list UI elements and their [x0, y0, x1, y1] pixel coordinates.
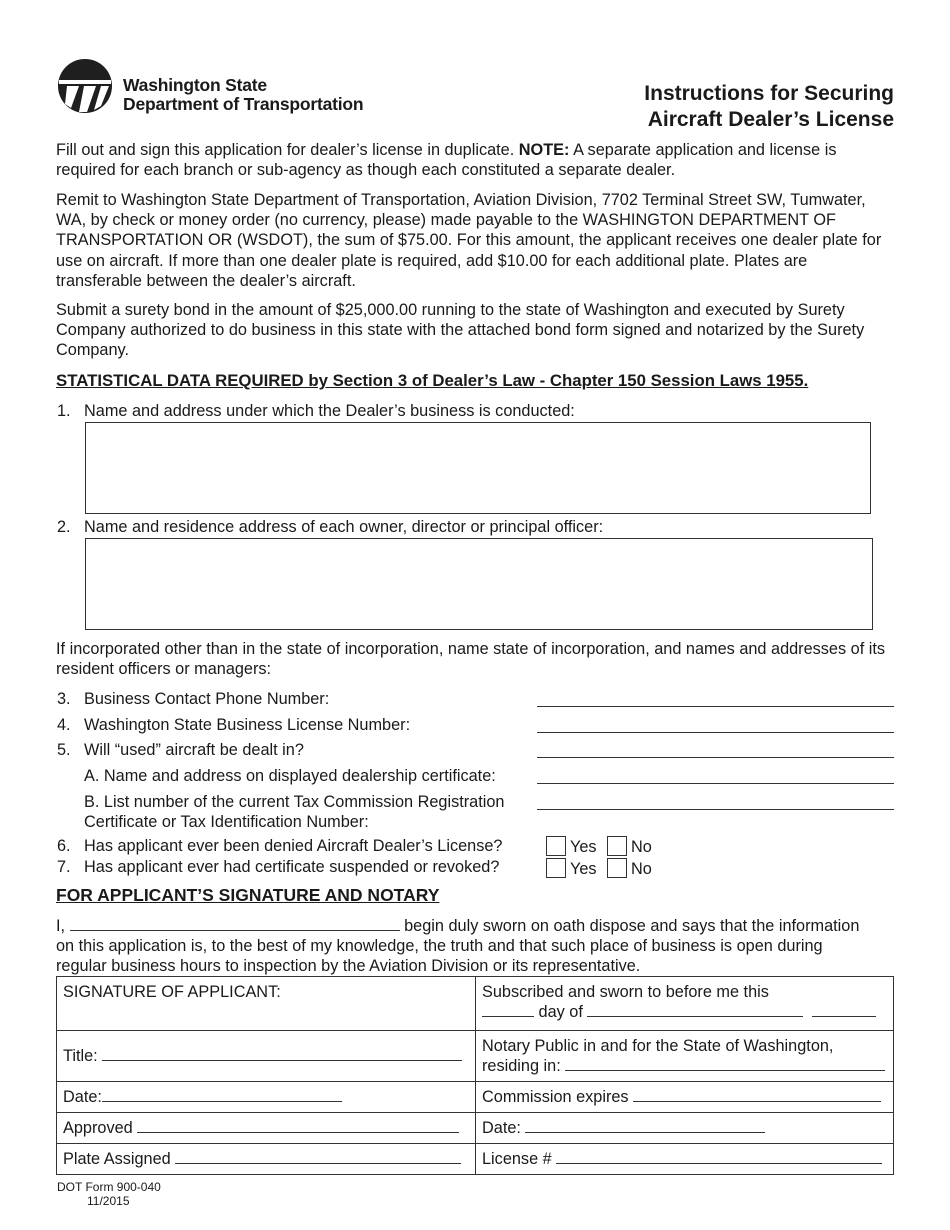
q2-input-box[interactable]	[85, 538, 873, 630]
q6-no-option[interactable]	[607, 836, 652, 857]
q7-yes-option[interactable]	[546, 858, 597, 879]
q7-yes-label: Yes	[570, 860, 597, 878]
agency-name	[123, 76, 363, 114]
q5b-label-line2: Certificate or Tax Identification Number:	[84, 813, 369, 831]
subscribed-day-of-label: day of	[538, 1003, 583, 1021]
q5a-label: A. Name and address on displayed dealership certificate:	[84, 767, 496, 785]
approved-cell	[57, 1113, 476, 1144]
date2-field[interactable]	[525, 1118, 765, 1133]
q4-number: 4.	[57, 716, 71, 734]
intro-paragraph-1	[56, 140, 896, 180]
title-label: Title:	[63, 1047, 98, 1065]
notary-line1: Notary Public in and for the State of Washington,	[482, 1037, 834, 1055]
title-cell	[57, 1031, 476, 1082]
q7-no-option[interactable]	[607, 858, 652, 879]
signature-label: SIGNATURE OF APPLICANT:	[63, 983, 281, 1001]
q3-number: 3.	[57, 690, 71, 708]
q7-label: Has applicant ever had certificate suspended or revoked?	[84, 858, 500, 876]
table-row	[57, 1144, 894, 1175]
license-label: License #	[482, 1150, 552, 1168]
commission-cell	[476, 1082, 894, 1113]
wsdot-emblem-icon	[57, 58, 113, 114]
agency-name-line1: Washington State	[123, 75, 267, 95]
intro-paragraph-2: Remit to Washington State Department of Transportation, Aviation Division, 7702 Terminal Street SW, Tumwater, WA, by check or money order (no currency, please) made payable to the WASHINGTON DEPARTMENT OF TRANSPORTATION OR (WSDOT), the sum of $75.00. For this amount, the applicant receives one dealer plate for use on aircraft. If more than one dealer plate is required, add $10.00 for each additional plate. Plates are transferable between the dealer’s aircraft.	[56, 191, 882, 290]
plate-field[interactable]	[175, 1149, 461, 1164]
title-field[interactable]	[102, 1046, 462, 1061]
subscribed-cell	[476, 977, 894, 1031]
oath-name-field[interactable]	[70, 916, 400, 931]
commission-label: Commission expires	[482, 1088, 629, 1106]
q2-number: 2.	[57, 518, 71, 536]
q7-no-label: No	[631, 860, 652, 878]
q4-input-line[interactable]	[537, 732, 894, 733]
document-title	[644, 81, 894, 132]
q6-yes-option[interactable]	[546, 836, 597, 857]
form-date: 11/2015	[87, 1194, 130, 1208]
table-row	[57, 1082, 894, 1113]
oath-line1-rest: begin duly sworn on oath dispose and says that the information	[404, 917, 860, 935]
subscribed-month-field[interactable]	[587, 1002, 803, 1017]
document-title-line1: Instructions for Securing	[644, 82, 894, 105]
q6-label: Has applicant ever been denied Aircraft Dealer’s License?	[84, 837, 503, 855]
q6-yes-label: Yes	[570, 838, 597, 856]
date-label: Date:	[63, 1088, 102, 1106]
license-field[interactable]	[556, 1149, 882, 1164]
signature-section-heading: FOR APPLICANT’S SIGNATURE AND NOTARY	[56, 885, 440, 905]
q5-number: 5.	[57, 741, 71, 759]
q5-label: Will “used” aircraft be dealt in?	[84, 741, 304, 759]
q4-label: Washington State Business License Number:	[84, 716, 411, 734]
q7-number: 7.	[57, 858, 71, 876]
q6-yes-checkbox[interactable]	[546, 836, 566, 856]
incorporated-paragraph: If incorporated other than in the state of incorporation, name state of incorporation, and names and addresses of its resident officers or managers:	[56, 640, 886, 679]
table-row	[57, 1031, 894, 1082]
notary-residing-field[interactable]	[565, 1056, 885, 1071]
oath-prefix: I,	[56, 917, 66, 935]
subscribed-day-field[interactable]	[482, 1002, 534, 1017]
plate-label: Plate Assigned	[63, 1150, 171, 1168]
intro-p1-start: Fill out and sign this application for dealer’s license in duplicate.	[56, 141, 515, 159]
q1-input-box[interactable]	[85, 422, 871, 514]
subscribed-line2	[482, 1002, 887, 1022]
q5b-input-line[interactable]	[537, 809, 894, 810]
table-row	[57, 1113, 894, 1144]
q7-yes-checkbox[interactable]	[546, 858, 566, 878]
form-number: DOT Form 900-040	[57, 1180, 161, 1194]
subscribed-year-field[interactable]	[812, 1002, 876, 1017]
wsdot-logo	[57, 58, 397, 118]
agency-name-line2: Department of Transportation	[123, 94, 364, 114]
date-field[interactable]	[102, 1087, 342, 1102]
intro-paragraph-3: Submit a surety bond in the amount of $25,000.00 running to the state of Washington and executed by Surety Company authorized to do business in this state with the attached bond form signed and notarized by the Surety Company.	[56, 301, 865, 360]
date2-label: Date:	[482, 1119, 521, 1137]
notary-residing-label: residing in:	[482, 1057, 561, 1075]
commission-field[interactable]	[633, 1087, 881, 1102]
date2-cell	[476, 1113, 894, 1144]
notary-cell	[476, 1031, 894, 1082]
q1-label: Name and address under which the Dealer’s business is conducted:	[84, 402, 575, 420]
date-cell	[57, 1082, 476, 1113]
approved-label: Approved	[63, 1119, 133, 1137]
oath-line-3: regular business hours to inspection by the Aviation Division or its representative.	[56, 957, 641, 975]
notary-line2	[482, 1056, 887, 1076]
q6-no-label: No	[631, 838, 652, 856]
q3-label: Business Contact Phone Number:	[84, 690, 330, 708]
note-label: NOTE:	[518, 141, 570, 159]
document-title-line2: Aircraft Dealer’s License	[647, 107, 894, 131]
intro-p1-rest: A separate application and license is required for each branch or sub-agency as though each constituted a separate dealer.	[56, 141, 837, 180]
q6-no-checkbox[interactable]	[607, 836, 627, 856]
q1-number: 1.	[57, 402, 71, 420]
q5a-input-line[interactable]	[537, 783, 894, 784]
q6-number: 6.	[57, 837, 71, 855]
q3-input-line[interactable]	[537, 706, 894, 707]
oath-line-2: on this application is, to the best of my knowledge, the truth and that such place of business is open during	[56, 937, 823, 955]
q5b-label-line1: B. List number of the current Tax Commission Registration	[84, 793, 505, 811]
signature-notary-table	[56, 976, 894, 1175]
q7-no-checkbox[interactable]	[607, 858, 627, 878]
statistical-data-heading: STATISTICAL DATA REQUIRED by Section 3 of Dealer’s Law - Chapter 150 Session Laws 1955.	[56, 371, 809, 390]
oath-line-1	[56, 916, 859, 936]
license-cell	[476, 1144, 894, 1175]
subscribed-line1: Subscribed and sworn to before me this	[482, 983, 769, 1001]
table-row	[57, 977, 894, 1031]
approved-field[interactable]	[137, 1118, 459, 1133]
q5-input-line[interactable]	[537, 757, 894, 758]
q2-label: Name and residence address of each owner, director or principal officer:	[84, 518, 604, 536]
plate-cell	[57, 1144, 476, 1175]
signature-cell[interactable]	[57, 977, 476, 1031]
